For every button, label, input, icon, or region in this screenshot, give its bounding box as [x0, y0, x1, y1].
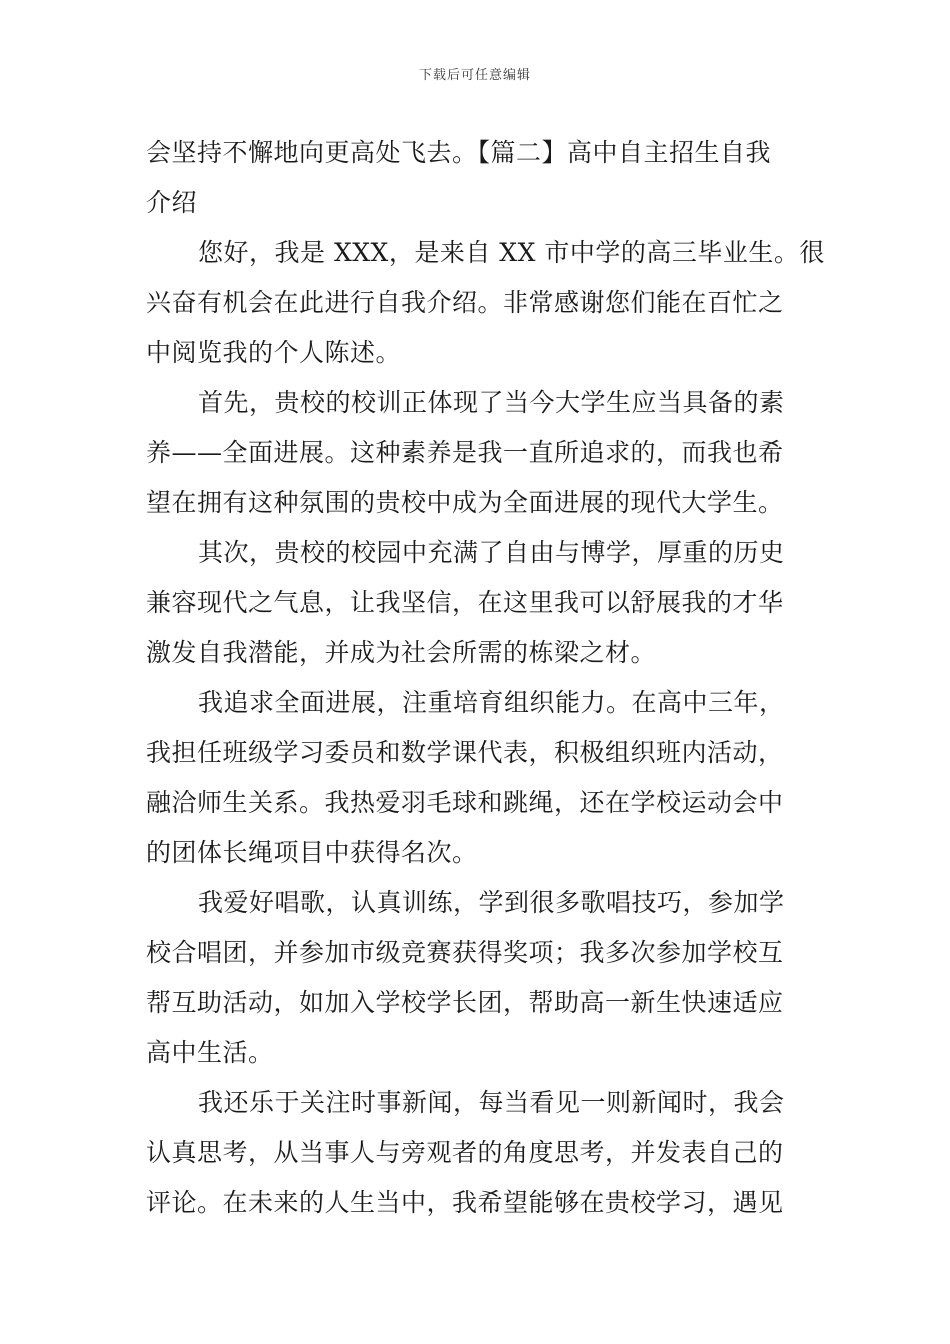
text-line: 激发自我潜能，并成为社会所需的栋梁之材。	[146, 638, 657, 667]
page-header: 下载后可任意编辑	[418, 68, 531, 83]
text-line: 介绍	[146, 188, 198, 217]
text-line: 我担任班级学习委员和数学课代表，积极组织班内活动，	[146, 738, 784, 767]
text-line: 首先，贵校的校训正体现了当今大学生应当具备的素	[198, 388, 785, 417]
text-line: 评论。在未来的人生当中，我希望能够在贵校学习，遇见	[146, 1188, 784, 1217]
text-line: 兴奋有机会在此进行自我介绍。非常感谢您们能在百忙之	[146, 288, 784, 317]
text-line: 其次，贵校的校园中充满了自由与博学，厚重的历史	[198, 538, 785, 567]
text-line: 高中生活。	[146, 1038, 274, 1067]
text-line: 我追求全面进展，注重培育组织能力。在高中三年，	[198, 688, 785, 717]
text-line: 中阅览我的个人陈述。	[146, 338, 402, 367]
document-body	[146, 128, 825, 1228]
text-line: 认真思考，从当事人与旁观者的角度思考，并发表自己的	[146, 1138, 784, 1167]
text-line: 会坚持不懈地向更高处飞去。【篇二】高中自主招生自我	[146, 138, 772, 167]
text-line: 养——全面进展。这种素养是我一直所追求的，而我也希	[146, 438, 784, 467]
text-line: 的团体长绳项目中获得名次。	[146, 838, 478, 867]
text-line: 兼容现代之气息，让我坚信，在这里我可以舒展我的才华	[146, 588, 784, 617]
text-line: 我爱好唱歌，认真训练，学到很多歌唱技巧，参加学	[198, 888, 785, 917]
text-line: 望在拥有这种氛围的贵校中成为全面进展的现代大学生。	[146, 488, 784, 517]
text-line: 校合唱团，并参加市级竞赛获得奖项；我多次参加学校互	[146, 938, 784, 967]
text-line: 帮互助活动，如加入学校学长团，帮助高一新生快速适应	[146, 988, 784, 1017]
text-line: 融洽师生关系。我热爱羽毛球和跳绳，还在学校运动会中	[146, 788, 784, 817]
text-line: 您好，我是 XXX，是来自 XX 市中学的高三毕业生。很	[198, 238, 825, 267]
text-line: 我还乐于关注时事新闻，每当看见一则新闻时，我会	[198, 1088, 785, 1117]
